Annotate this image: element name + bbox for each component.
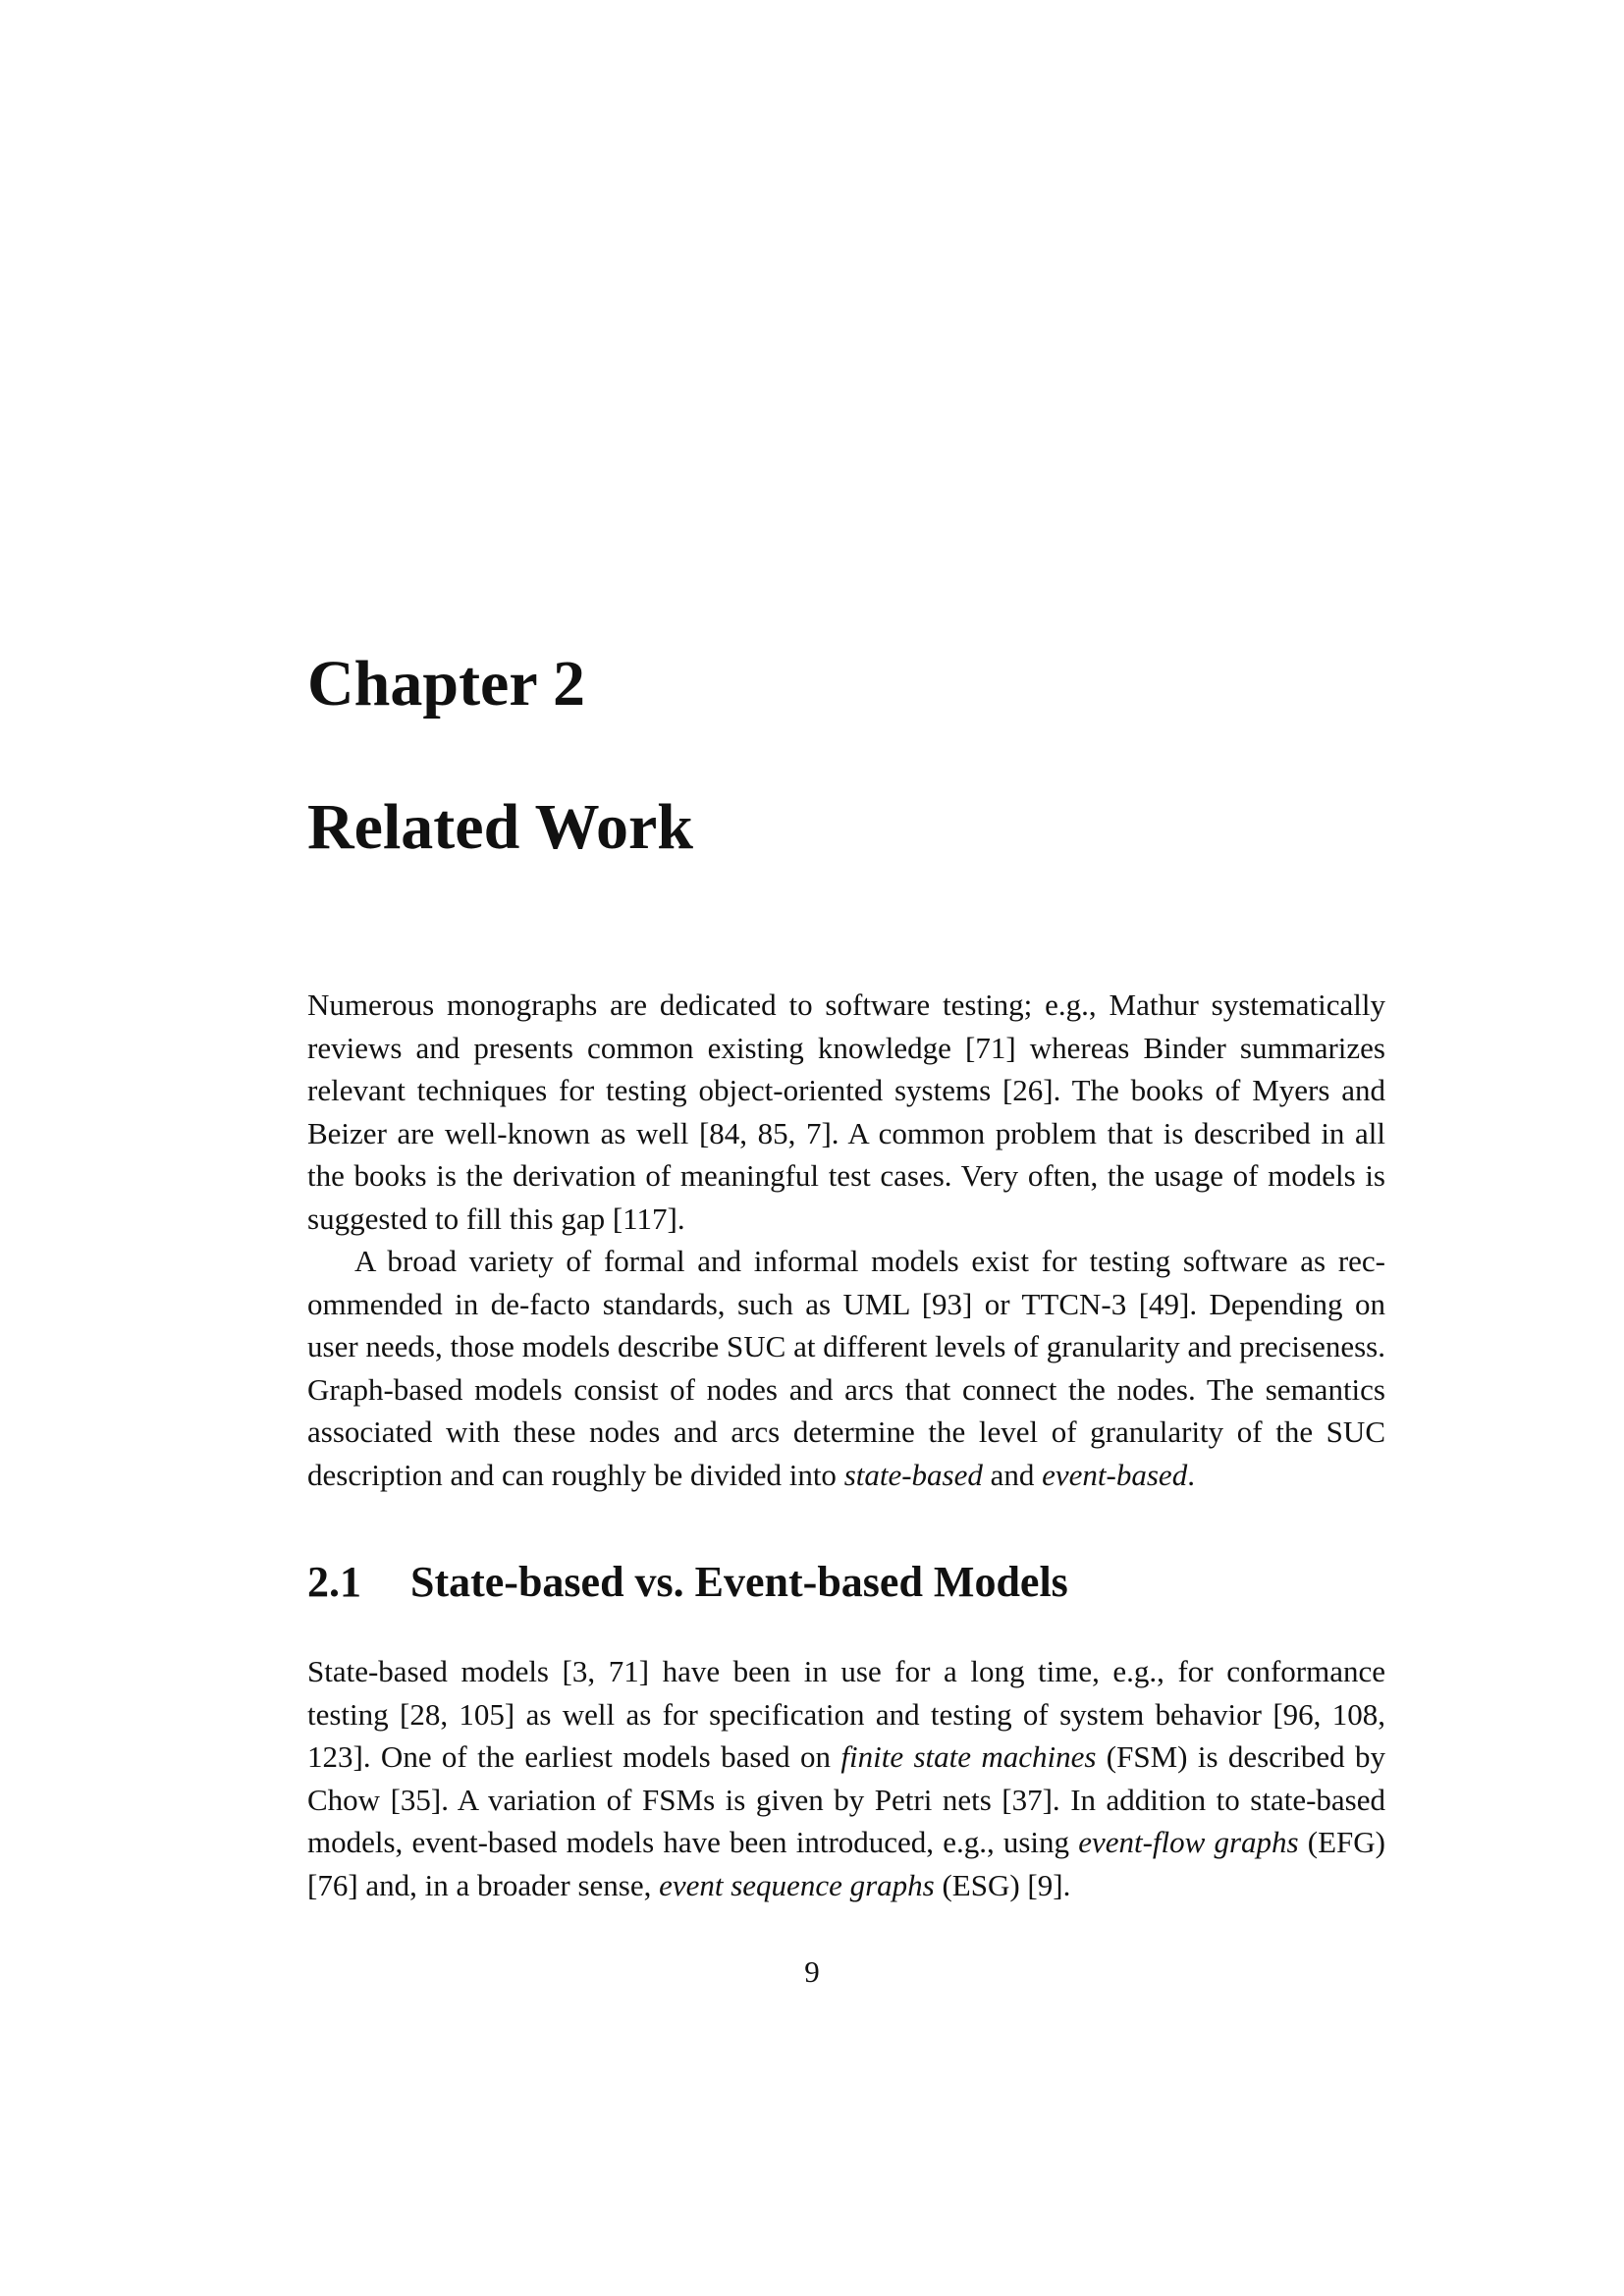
section-number: 2.1 — [307, 1558, 361, 1606]
term-finite-state-machines: finite state machines — [840, 1739, 1097, 1774]
term-state-based: state-based — [843, 1457, 983, 1492]
intro-paragraph-2-end: . — [1187, 1457, 1195, 1492]
intro-paragraph-2-conjunction: and — [982, 1457, 1043, 1492]
chapter-label: Chapter 2 — [307, 648, 585, 720]
intro-paragraph-2-text: A broad variety of formal and informal models exist for testing software as recommended in de-facto standards, such as UML [93] or TTCN-3 [49]. Depending on user needs, those models describe SUC at different levels of granularity and preciseness. Graph-based models consist of nodes and arcs that connect the nodes. The semantics associated with these nodes and arcs determine the level of granularity of the SUC description and can roughly be divided into — [307, 1244, 1385, 1492]
intro-paragraph-1: Numerous monographs are dedicated to software testing; e.g., Mathur systematically reviews and presents common existing knowledge [71] whereas Binder summarizes relevant techniques for testing object-oriented systems [26]. The books of Myers and Beizer are well-known as well [84, 85, 7]. A common problem that is described in all the books is the derivation of meaningful test cases. Very often, the usage of models is suggested to fill this gap [117]. — [307, 988, 1385, 1236]
section-paragraph-1-text-d: (ESG) [9]. — [934, 1867, 1071, 1902]
section-paragraph-1-text-c: (EFG) [76] and, in a broader sense, — [307, 1825, 1385, 1902]
term-event-sequence-graphs: event sequence graphs — [659, 1867, 935, 1902]
intro-paragraph-2 — [307, 1240, 1385, 1496]
section-paragraph-1-text-a: State-based models [3, 71] have been in use for a long time, e.g., for conformance testing [28, 105] as well as for specification and testing of system behavior [96, 108, 123]. One of the earliest models based on — [307, 1654, 1385, 1774]
term-event-flow-graphs: event-flow graphs — [1078, 1825, 1299, 1859]
section-paragraph-1 — [307, 1650, 1385, 1906]
section-paragraph-1-text-b: (FSM) is described by Chow [35]. A variation of FSMs is given by Petri nets [37]. In addition to state-based models, event-based models have been introduced, e.g., using — [307, 1739, 1385, 1859]
page-number: 9 — [804, 1954, 820, 1989]
section-text — [307, 1650, 1385, 1906]
intro-text — [307, 984, 1385, 1496]
section-heading — [307, 1557, 1068, 1609]
term-event-based: event-based — [1042, 1457, 1188, 1492]
section-title: State-based vs. Event-based Models — [410, 1558, 1068, 1606]
chapter-title: Related Work — [307, 791, 693, 863]
